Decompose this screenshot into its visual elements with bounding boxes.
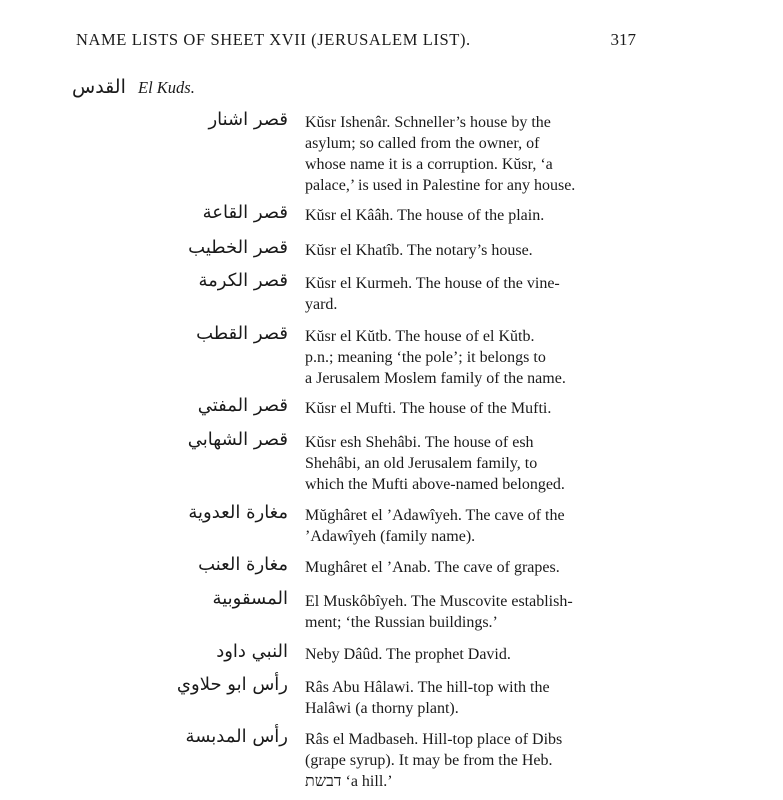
running-head [76,30,636,54]
entry-arabic-name: قصر المفتي [197,395,288,416]
entry-line: Halâwi (a thorny plant). [305,700,459,717]
entry-line: whose name it is a corruption. Kŭsr, ‘a [305,156,553,173]
entry-arabic-name: قصر الكرمة [198,270,288,291]
entry-arabic-name: المسقوبية [212,588,288,609]
entry-description [305,240,635,261]
entry-description [305,644,635,665]
entry-description [305,505,635,547]
entry-description [305,591,635,633]
entry-line: yard. [305,296,338,313]
entry-arabic-name: قصر اشنار [208,109,288,130]
entry-arabic-name: النبي داود [216,641,288,662]
entry-arabic-name: قصر الشهابي [187,429,288,450]
entry-description [305,677,635,719]
entry-arabic-name: مغارة العدوية [188,502,288,523]
entry-line: p.n.; meaning ‘the pole’; it belongs to [305,349,546,366]
entry-arabic-name: مغارة العنب [198,554,288,575]
heading-arabic-name: القدس [72,76,126,98]
entry-line: Kŭsr esh Shehâbi. The house of esh [305,434,534,451]
entry-line: Mughâret el ’Anab. The cave of grapes. [305,559,560,576]
entry-description [305,729,635,792]
entry-description [305,557,635,578]
entry-line: דבשת ‘a hill.’ [305,773,393,790]
entry-line: Kŭsr Ishenâr. Schneller’s house by the [305,114,551,131]
entry-line: Kŭsr el Kââh. The house of the plain. [305,207,545,224]
entry-line: Mŭghâret el ’Adawîyeh. The cave of the [305,507,565,524]
entry-line: Neby Dâûd. The prophet David. [305,646,511,663]
entry-line: Kŭsr el Khatîb. The notary’s house. [305,242,533,259]
section-heading [72,76,195,100]
entry-description [305,398,635,419]
entry-description [305,326,635,389]
entry-description [305,273,635,315]
entry-arabic-name: قصر الخطيب [188,237,288,258]
heading-transliteration: El Kuds. [137,78,195,97]
entry-line: Râs Abu Hâlawi. The hill-top with the [305,679,550,696]
entry-description [305,205,635,226]
entry-line: a Jerusalem Moslem family of the name. [305,370,566,387]
entry-line: Kŭsr el Kurmeh. The house of the vine- [305,275,560,292]
entry-line: Râs el Madbaseh. Hill-top place of Dibs [305,731,563,748]
entry-line: (grape syrup). It may be from the Heb. [305,752,553,769]
running-title: NAME LISTS OF SHEET XVII (JERUSALEM LIST). [76,30,471,49]
entry-arabic-name: قصر القاعة [202,202,288,223]
entry-line: asylum; so called from the owner, of [305,135,540,152]
entry-arabic-name: رأس المدبسة [185,726,288,747]
entry-line: Shehâbi, an old Jerusalem family, to [305,455,538,472]
entry-line: palace,’ is used in Palestine for any house. [305,177,576,194]
entry-line: El Muskôbîyeh. The Muscovite establish- [305,593,573,610]
entry-line: ’Adawîyeh (family name). [305,528,476,545]
page-number: 317 [610,30,636,49]
entry-arabic-name: رأس ابو حلاوي [176,674,288,695]
entry-line: which the Mufti above-named belonged. [305,476,565,493]
entry-arabic-name: قصر القطب [196,323,288,344]
entry-description [305,432,635,495]
entry-line: Kŭsr el Mufti. The house of the Mufti. [305,400,552,417]
entry-line: ment; ‘the Russian buildings.’ [305,614,498,631]
entry-description [305,112,635,196]
entry-line: Kŭsr el Kŭtb. The house of el Kŭtb. [305,328,535,345]
